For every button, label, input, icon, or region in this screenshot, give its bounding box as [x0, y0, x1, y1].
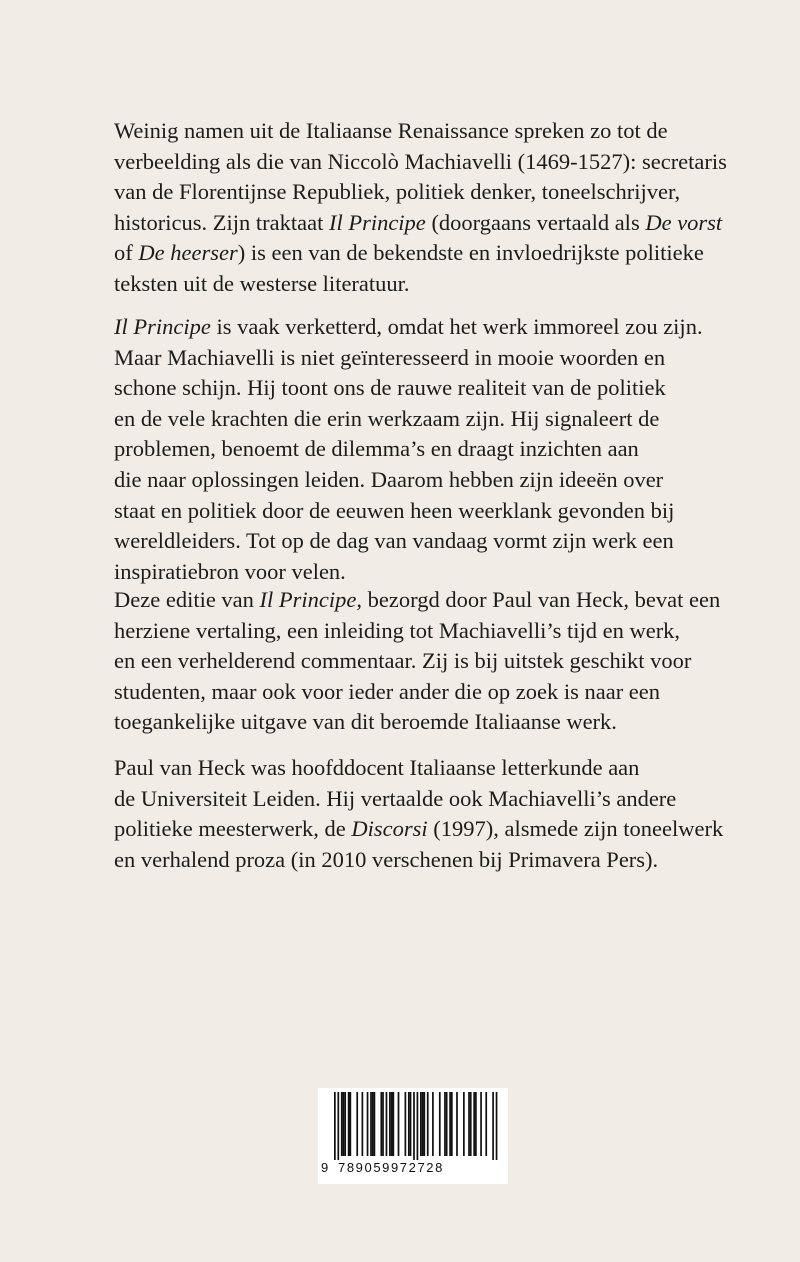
text-run: inspiratiebron voor velen.: [114, 558, 346, 584]
text-line: [114, 496, 714, 527]
text-run: Weinig namen uit de Italiaanse Renaissance spreken zo tot de: [114, 118, 668, 143]
text-run: (doorgaans vertaald als: [425, 209, 646, 235]
text-run: teksten uit de westerse literatuur.: [114, 270, 410, 296]
barcode-bar: [337, 1092, 339, 1160]
text-line: [114, 269, 714, 300]
blurb-paragraph-argument: [114, 312, 714, 587]
barcode-bar: [405, 1092, 407, 1156]
text-run: Deze editie van: [114, 587, 260, 612]
barcode-first-digit: 9: [321, 1160, 330, 1175]
barcode-bar: [334, 1092, 336, 1160]
barcode-bar: [362, 1092, 364, 1156]
barcode-bar: [348, 1092, 350, 1156]
barcode-bar: [417, 1092, 419, 1160]
text-line: [114, 707, 714, 738]
barcode-bars: [318, 1088, 508, 1160]
barcode-digits: 789059972728: [338, 1160, 444, 1175]
barcode-bar: [391, 1092, 393, 1156]
text-run: problemen, benoemt de dilemma’s en draagt inzichten aan: [114, 436, 639, 462]
text-line: [114, 373, 714, 404]
barcode-bar: [439, 1092, 441, 1156]
barcode-bar: [492, 1092, 494, 1160]
barcode-bar: [485, 1092, 487, 1156]
barcode-bar: [473, 1092, 475, 1156]
text-line: [114, 465, 714, 496]
text-run: studenten, maar ook voor ieder ander die op zoek is naar een: [114, 678, 661, 704]
barcode-bar: [344, 1092, 346, 1156]
text-line: [114, 557, 714, 588]
barcode-bar: [343, 1092, 345, 1156]
barcode-bar: [349, 1092, 351, 1156]
barcode-bar: [444, 1092, 446, 1156]
text-line: [114, 753, 714, 784]
text-run: toegankelijke uitgave van dit beroemde Italiaanse werk.: [114, 709, 617, 735]
barcode-bar: [468, 1092, 470, 1156]
isbn-barcode: [318, 1088, 508, 1184]
text-run: bezorgd door Paul van Heck, bevat een: [362, 587, 721, 612]
text-line: [114, 526, 714, 557]
text-run: en de vele krachten die erin werkzaam zijn. Hij signaleert de: [114, 405, 660, 431]
text-run: en verhalend proza (in 2010 verschenen bij Primavera Pers).: [114, 846, 659, 872]
text-run: de Universiteit Leiden. Hij vertaalde ook Machiavelli’s andere: [114, 785, 677, 811]
barcode-bar: [432, 1092, 434, 1156]
italic-title: De vorst: [645, 209, 723, 235]
barcode-bar: [408, 1092, 410, 1156]
barcode-bar: [372, 1092, 374, 1156]
italic-title: Il Principe,: [259, 587, 363, 612]
text-line: [114, 312, 714, 343]
barcode-bar: [463, 1092, 465, 1156]
text-run: historicus. Zijn traktaat: [114, 209, 329, 235]
text-run: die naar oplossingen leiden. Daarom hebben zijn ideeën over: [114, 466, 664, 492]
barcode-bar: [451, 1092, 453, 1156]
text-line: [114, 845, 714, 876]
barcode-bar: [422, 1092, 424, 1156]
text-line: [114, 616, 714, 647]
blurb-paragraph-translator-bio: [114, 753, 724, 875]
text-run: Paul van Heck was hoofddocent Italiaanse letterkunde aan: [114, 755, 640, 780]
barcode-bar: [480, 1092, 482, 1156]
text-run: ) is een van de bekendste en invloedrijkste politieke: [237, 240, 704, 266]
text-line: [114, 238, 714, 269]
text-run: Maar Machiavelli is niet geïnteresseerd in mooie woorden en: [114, 344, 666, 370]
text-line: [114, 116, 714, 147]
text-line: [114, 677, 714, 708]
text-line: [114, 784, 714, 815]
text-line: [114, 434, 714, 465]
barcode-bar: [386, 1092, 388, 1156]
text-run: en een verhelderend commentaar. Zij is bij uitstek geschikt voor: [114, 648, 692, 674]
barcode-bar: [380, 1092, 382, 1156]
barcode-bar: [427, 1092, 429, 1156]
barcode-bar: [449, 1092, 451, 1156]
barcode-bar: [341, 1092, 343, 1156]
italic-title: Discorsi: [351, 816, 428, 842]
text-run: politieke meesterwerk, de: [114, 816, 352, 842]
text-run: van de Florentijnse Republiek, politiek denker, toneelschrijver,: [114, 179, 681, 205]
barcode-bar: [382, 1092, 384, 1156]
italic-title: De heerser: [138, 240, 238, 266]
barcode-bar: [356, 1092, 358, 1156]
barcode-bar: [410, 1092, 412, 1156]
barcode-bar: [367, 1092, 369, 1156]
text-line: [114, 646, 714, 677]
text-run: of: [114, 240, 139, 266]
barcode-bar: [398, 1092, 400, 1156]
barcode-bar: [475, 1092, 477, 1156]
text-line: [114, 147, 727, 178]
text-run: staat en politiek door de eeuwen heen weerklank gevonden bij: [114, 497, 675, 523]
text-line: [114, 404, 714, 435]
text-line: [114, 343, 714, 374]
barcode-bar: [389, 1092, 391, 1156]
text-run: is vaak verketterd, omdat het werk immoreel zou zijn.: [210, 314, 703, 339]
barcode-bar: [446, 1092, 448, 1156]
text-run: (1997), alsmede zijn toneelwerk: [427, 816, 724, 842]
blurb-paragraph-intro: [114, 116, 727, 300]
barcode-bar: [420, 1092, 422, 1156]
text-line: [114, 208, 723, 239]
italic-title: Il Principe: [328, 209, 426, 235]
barcode-bar: [456, 1092, 458, 1156]
italic-title: Il Principe: [114, 314, 211, 339]
text-line: [114, 814, 724, 845]
barcode-bar: [413, 1092, 415, 1160]
barcode-bar: [370, 1092, 372, 1156]
text-run: schone schijn. Hij toont ons de rauwe realiteit van de politiek: [114, 375, 666, 401]
barcode-bar: [374, 1092, 376, 1156]
text-run: herziene vertaling, een inleiding tot Machiavelli’s tijd en werk,: [114, 617, 681, 643]
barcode-bar: [423, 1092, 425, 1156]
text-run: wereldleiders. Tot op de dag van vandaag vormt zijn werk een: [114, 528, 674, 554]
barcode-bar: [470, 1092, 472, 1156]
barcode-bar: [392, 1092, 394, 1156]
blurb-paragraph-edition: [114, 585, 721, 738]
text-line: [114, 585, 721, 616]
text-line: [114, 177, 714, 208]
text-run: verbeelding als die van Niccolò Machiavelli (1469-1527): secretaris: [114, 148, 727, 174]
barcode-bar: [496, 1092, 498, 1160]
